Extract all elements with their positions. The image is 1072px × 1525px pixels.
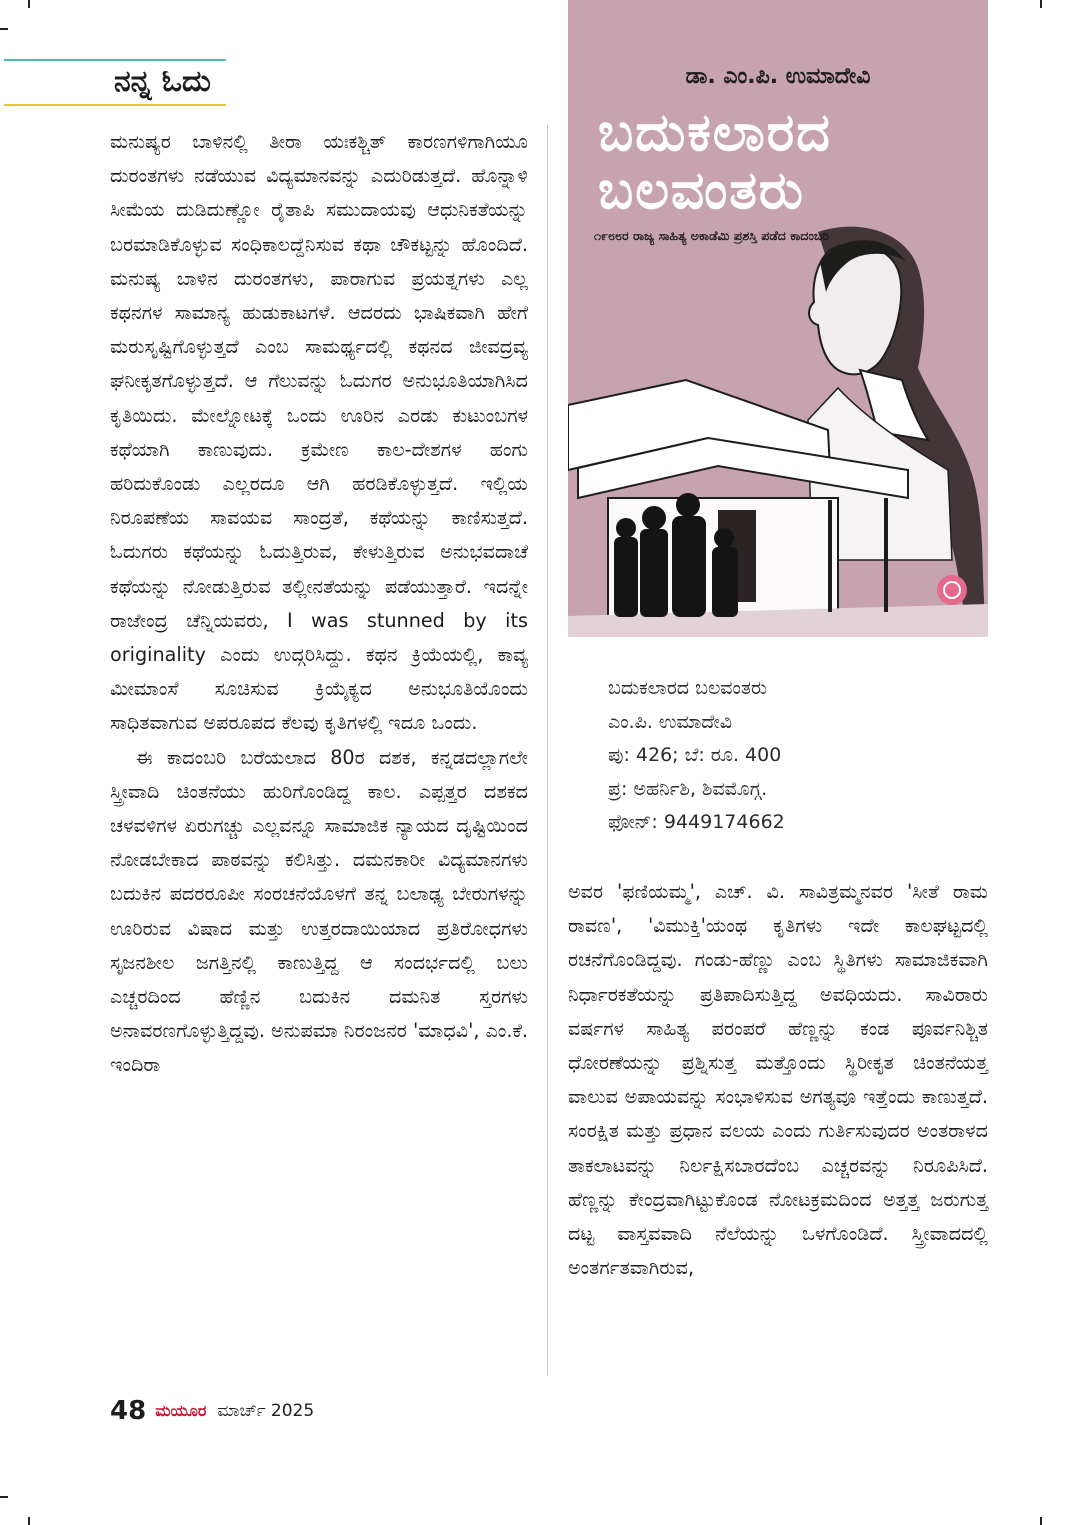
crop-mark	[28, 1517, 30, 1525]
section-rule-top	[4, 59, 226, 61]
article-column-left	[110, 125, 528, 1083]
crop-mark	[1040, 0, 1042, 8]
issue-date: ಮಾರ್ಚ್ 2025	[217, 1401, 315, 1421]
cover-title	[598, 104, 968, 220]
crop-mark	[0, 1496, 8, 1498]
magazine-logo: ಮಯೂರ	[155, 1401, 207, 1420]
cover-title-line: ಬಲವಂತರು	[598, 161, 805, 221]
column-divider	[547, 125, 548, 1375]
article-paragraph: ಈ ಕಾದಂಬರಿ ಬರೆಯಲಾದ 80ರ ದಶಕ, ಕನ್ನಡದಲ್ಲಾಗಲೇ ಸ್ತ್ರೀವಾದಿ ಚಿಂತನೆಯು ಹುರಿಗೊಂಡಿದ್ದ ಕಾಲ. ಎಪ್ಪತ್ತರ ದಶಕದ ಚಳವಳಿಗಳ ಏರುಗಚ್ಚು ಎಲ್ಲವನ್ನೂ ಸಾಮಾಜಿಕ ನ್ಯಾಯದ ದೃಷ್ಟಿಯಿಂದ ನೋಡಬೇಕಾದ ಪಾಠವನ್ನು ಕಲಿಸಿತ್ತು. ದಮನಕಾರೀ ವಿದ್ಯಮಾನಗಳು ಬದುಕಿನ ಪದರರೂಪೀ ಸಂರಚನೆಯೊಳಗೆ ತನ್ನ ಬಲಾಢ್ಯ ಬೇರುಗಳನ್ನು ಊರಿರುವ ವಿಷಾದ ಮತ್ತು ಉತ್ತರದಾಯಿಯಾದ ಪ್ರತಿರೋಧಗಳು ಸೃಜನಶೀಲ ಜಗತ್ತಿನಲ್ಲಿ ಕಾಣುತ್ತಿದ್ದ ಆ ಸಂದರ್ಭದಲ್ಲಿ ಬಲು ಎಚ್ಚರದಿಂದ ಹೆಣ್ಣಿನ ಬದುಕಿನ ದಮನಿತ ಸ್ತರಗಳು ಅನಾವರಣಗೊಳ್ಳುತ್ತಿದ್ದವು. ಅನುಪಮಾ ನಿರಂಜನರ 'ಮಾಧವಿ', ಎಂ.ಕೆ. ಇಂದಿರಾ	[110, 745, 528, 1077]
article-paragraph: ಅವರ 'ಫಣಿಯಮ್ಮ', ಎಚ್. ವಿ. ಸಾವಿತ್ರಮ್ಮನವರ 'ಸೀತೆ ರಾಮ ರಾವಣ', 'ವಿಮುಕ್ತಿ'ಯಂಥ ಕೃತಿಗಳು ಇದೇ ಕಾಲಘಟ್ಟದಲ್ಲಿ ರಚನೆಗೊಂಡಿದ್ದವು. ಗಂಡು-ಹೆಣ್ಣು ಎಂಬ ಸ್ಥಿತಿಗಳು ಸಾಮಾಜಿಕವಾಗಿ ನಿರ್ಧಾರಕತೆಯನ್ನು ಪ್ರತಿಪಾದಿಸುತ್ತಿದ್ದ ಅವಧಿಯದು. ಸಾವಿರಾರು ವರ್ಷಗಳ ಸಾಹಿತ್ಯ ಪರಂಪರೆ ಹೆಣ್ಣನ್ನು ಕಂಡ ಪೂರ್ವನಿಶ್ಚಿತ ಧೋರಣೆಯನ್ನು ಪ್ರಶ್ನಿಸುತ್ತ ಮತ್ತೊಂದು ಸ್ಥಿರೀಕೃತ ಚಿಂತನೆಯತ್ತ ವಾಲುವ ಅಪಾಯವನ್ನು ಸಂಭಾಳಿಸುವ ಅಗತ್ಯವೂ ಇತ್ತೆಂದು ಕಾಣುತ್ತದೆ. ಸಂರಕ್ಷಿತ ಮತ್ತು ಪ್ರಧಾನ ವಲಯ ಎಂದು ಗುರ್ತಿಸುವುದರ ಅಂತರಾಳದ ತಾಕಲಾಟವನ್ನು ನಿರ್ಲಕ್ಷಿಸಬಾರದೆಂಬ ಎಚ್ಚರವನ್ನು ನಿರೂಪಿಸಿದೆ. ಹೆಣ್ಣನ್ನು ಕೇಂದ್ರವಾಗಿಟ್ಟುಕೊಂಡ ನೋಟಕ್ರಮದಿಂದ ಅತ್ತತ್ತ ಜರುಗುತ್ತ ದಟ್ಟ ವಾಸ್ತವವಾದಿ ನೆಲೆಯನ್ನು ಒಳಗೊಂಡಿದೆ. ಸ್ತ್ರೀವಾದದಲ್ಲಿ ಅಂತರ್ಗತವಾಗಿರುವ,	[568, 880, 988, 1280]
book-author: ಎಂ.ಪಿ. ಉಮಾದೇವಿ	[608, 710, 733, 733]
section-rule-bottom	[4, 104, 226, 106]
crop-mark	[1040, 1517, 1042, 1525]
cover-author: ಡಾ. ಎಂ.ಪಿ. ಉಮಾದೇವಿ	[685, 64, 871, 89]
book-info	[608, 672, 938, 840]
book-publisher: ಪ್ರ: ಅಹರ್ನಿಶಿ, ಶಿವಮೊಗ್ಗ.	[608, 777, 768, 800]
article-paragraph: ಮನುಷ್ಯರ ಬಾಳಿನಲ್ಲಿ ತೀರಾ ಯಃಕಶ್ಚಿತ್ ಕಾರಣಗಳಿಗಾಗಿಯೂ ದುರಂತಗಳು ನಡೆಯುವ ವಿದ್ಯಮಾನವನ್ನು ಎದುರಿಡುತ್ತದೆ. ಹೊನ್ನಾಳಿ ಸೀಮೆಯ ದುಡಿದುಣ್ಣೋ ರೈತಾಪಿ ಸಮುದಾಯವು ಆಧುನಿಕತೆಯನ್ನು ಬರಮಾಡಿಕೊಳ್ಳುವ ಸಂಧಿಕಾಲದ್ದೆನಿಸುವ ಕಥಾ ಚೌಕಟ್ಟನ್ನು ಹೊಂದಿದೆ. ಮನುಷ್ಯ ಬಾಳಿನ ದುರಂತಗಳು, ಪಾರಾಗುವ ಪ್ರಯತ್ನಗಳು ಎಲ್ಲ ಕಥನಗಳ ಸಾಮಾನ್ಯ ಹುಡುಕಾಟಗಳೆ. ಆದರದು ಭಾಷಿಕವಾಗಿ ಹೇಗೆ ಮರುಸೃಷ್ಟಿಗೊಳ್ಳುತ್ತದೆ ಎಂಬ ಸಾಮರ್ಥ್ಯದಲ್ಲಿ ಕಥನದ ಜೀವದ್ರವ್ಯ ಘನೀಕೃತಗೊಳ್ಳುತ್ತದೆ. ಆ ಗೆಲುವನ್ನು ಓದುಗರ ಅನುಭೂತಿಯಾಗಿಸಿದ ಕೃತಿಯಿದು. ಮೇಲ್ನೋಟಕ್ಕೆ ಒಂದು ಊರಿನ ಎರಡು ಕುಟುಂಬಗಳ ಕಥೆಯಾಗಿ ಕಾಣುವುದು. ಕ್ರಮೇಣ ಕಾಲ-ದೇಶಗಳ ಹಂಗು ಹರಿದುಕೊಂಡು ಎಲ್ಲರದೂ ಆಗಿ ಹರಡಿಕೊಳ್ಳುತ್ತದೆ. ಇಲ್ಲಿಯ ನಿರೂಪಣೆಯ ಸಾವಯವ ಸಾಂದ್ರತೆ, ಕಥೆಯನ್ನು ಕಾಣಿಸುತ್ತದೆ. ಓದುಗರು ಕಥೆಯನ್ನು ಓದುತ್ತಿರುವ, ಕೇಳುತ್ತಿರುವ ಅನುಭವದಾಚೆ ಕಥೆಯನ್ನು ನೋಡುತ್ತಿರುವ ತಲ್ಲೀನತೆಯನ್ನು ಪಡೆಯುತ್ತಾರೆ. ಇದನ್ನೇ ರಾಜೇಂದ್ರ ಚೆನ್ನಿಯವರು, I was stunned by its originality ಎಂದು ಉದ್ಗರಿಸಿದ್ದು. ಕಥನ ಕ್ರಿಯೆಯಲ್ಲಿ, ಕಾವ್ಯ ಮೀಮಾಂಸೆ ಸೂಚಿಸುವ ಕ್ರಿಯೈಕ್ಯದ ಅನುಭೂತಿಯೊಂದು ಸಾಧಿತವಾಗುವ ಅಪರೂಪದ ಕೆಲವು ಕೃತಿಗಳಲ್ಲಿ ಇದೂ ಒಂದು.	[110, 130, 528, 735]
book-pages-price: ಪು: 426; ಬೆ: ರೂ. 400	[608, 744, 782, 766]
cover-tagline: ೧೯೮೮ರ ರಾಜ್ಯ ಸಾಹಿತ್ಯ ಅಕಾಡೆಮಿ ಪ್ರಶಸ್ತಿ ಪಡೆದ ಕಾದಂಬರಿ	[594, 228, 829, 243]
book-phone: ಫೋನ್: 9449174662	[608, 811, 785, 833]
book-title: ಬದುಕಲಾರದ ಬಲವಂತರು	[608, 677, 768, 699]
page-number: 48	[110, 1396, 147, 1426]
book-cover	[568, 0, 988, 637]
crop-mark	[0, 28, 8, 30]
page-footer	[110, 1396, 314, 1428]
cover-illustration	[568, 0, 988, 637]
cover-title-line: ಬದುಕಲಾರದ	[598, 103, 832, 163]
crop-mark	[28, 0, 30, 8]
article-column-right	[568, 875, 988, 1285]
section-title: ನನ್ನ ಓದು	[114, 64, 211, 99]
